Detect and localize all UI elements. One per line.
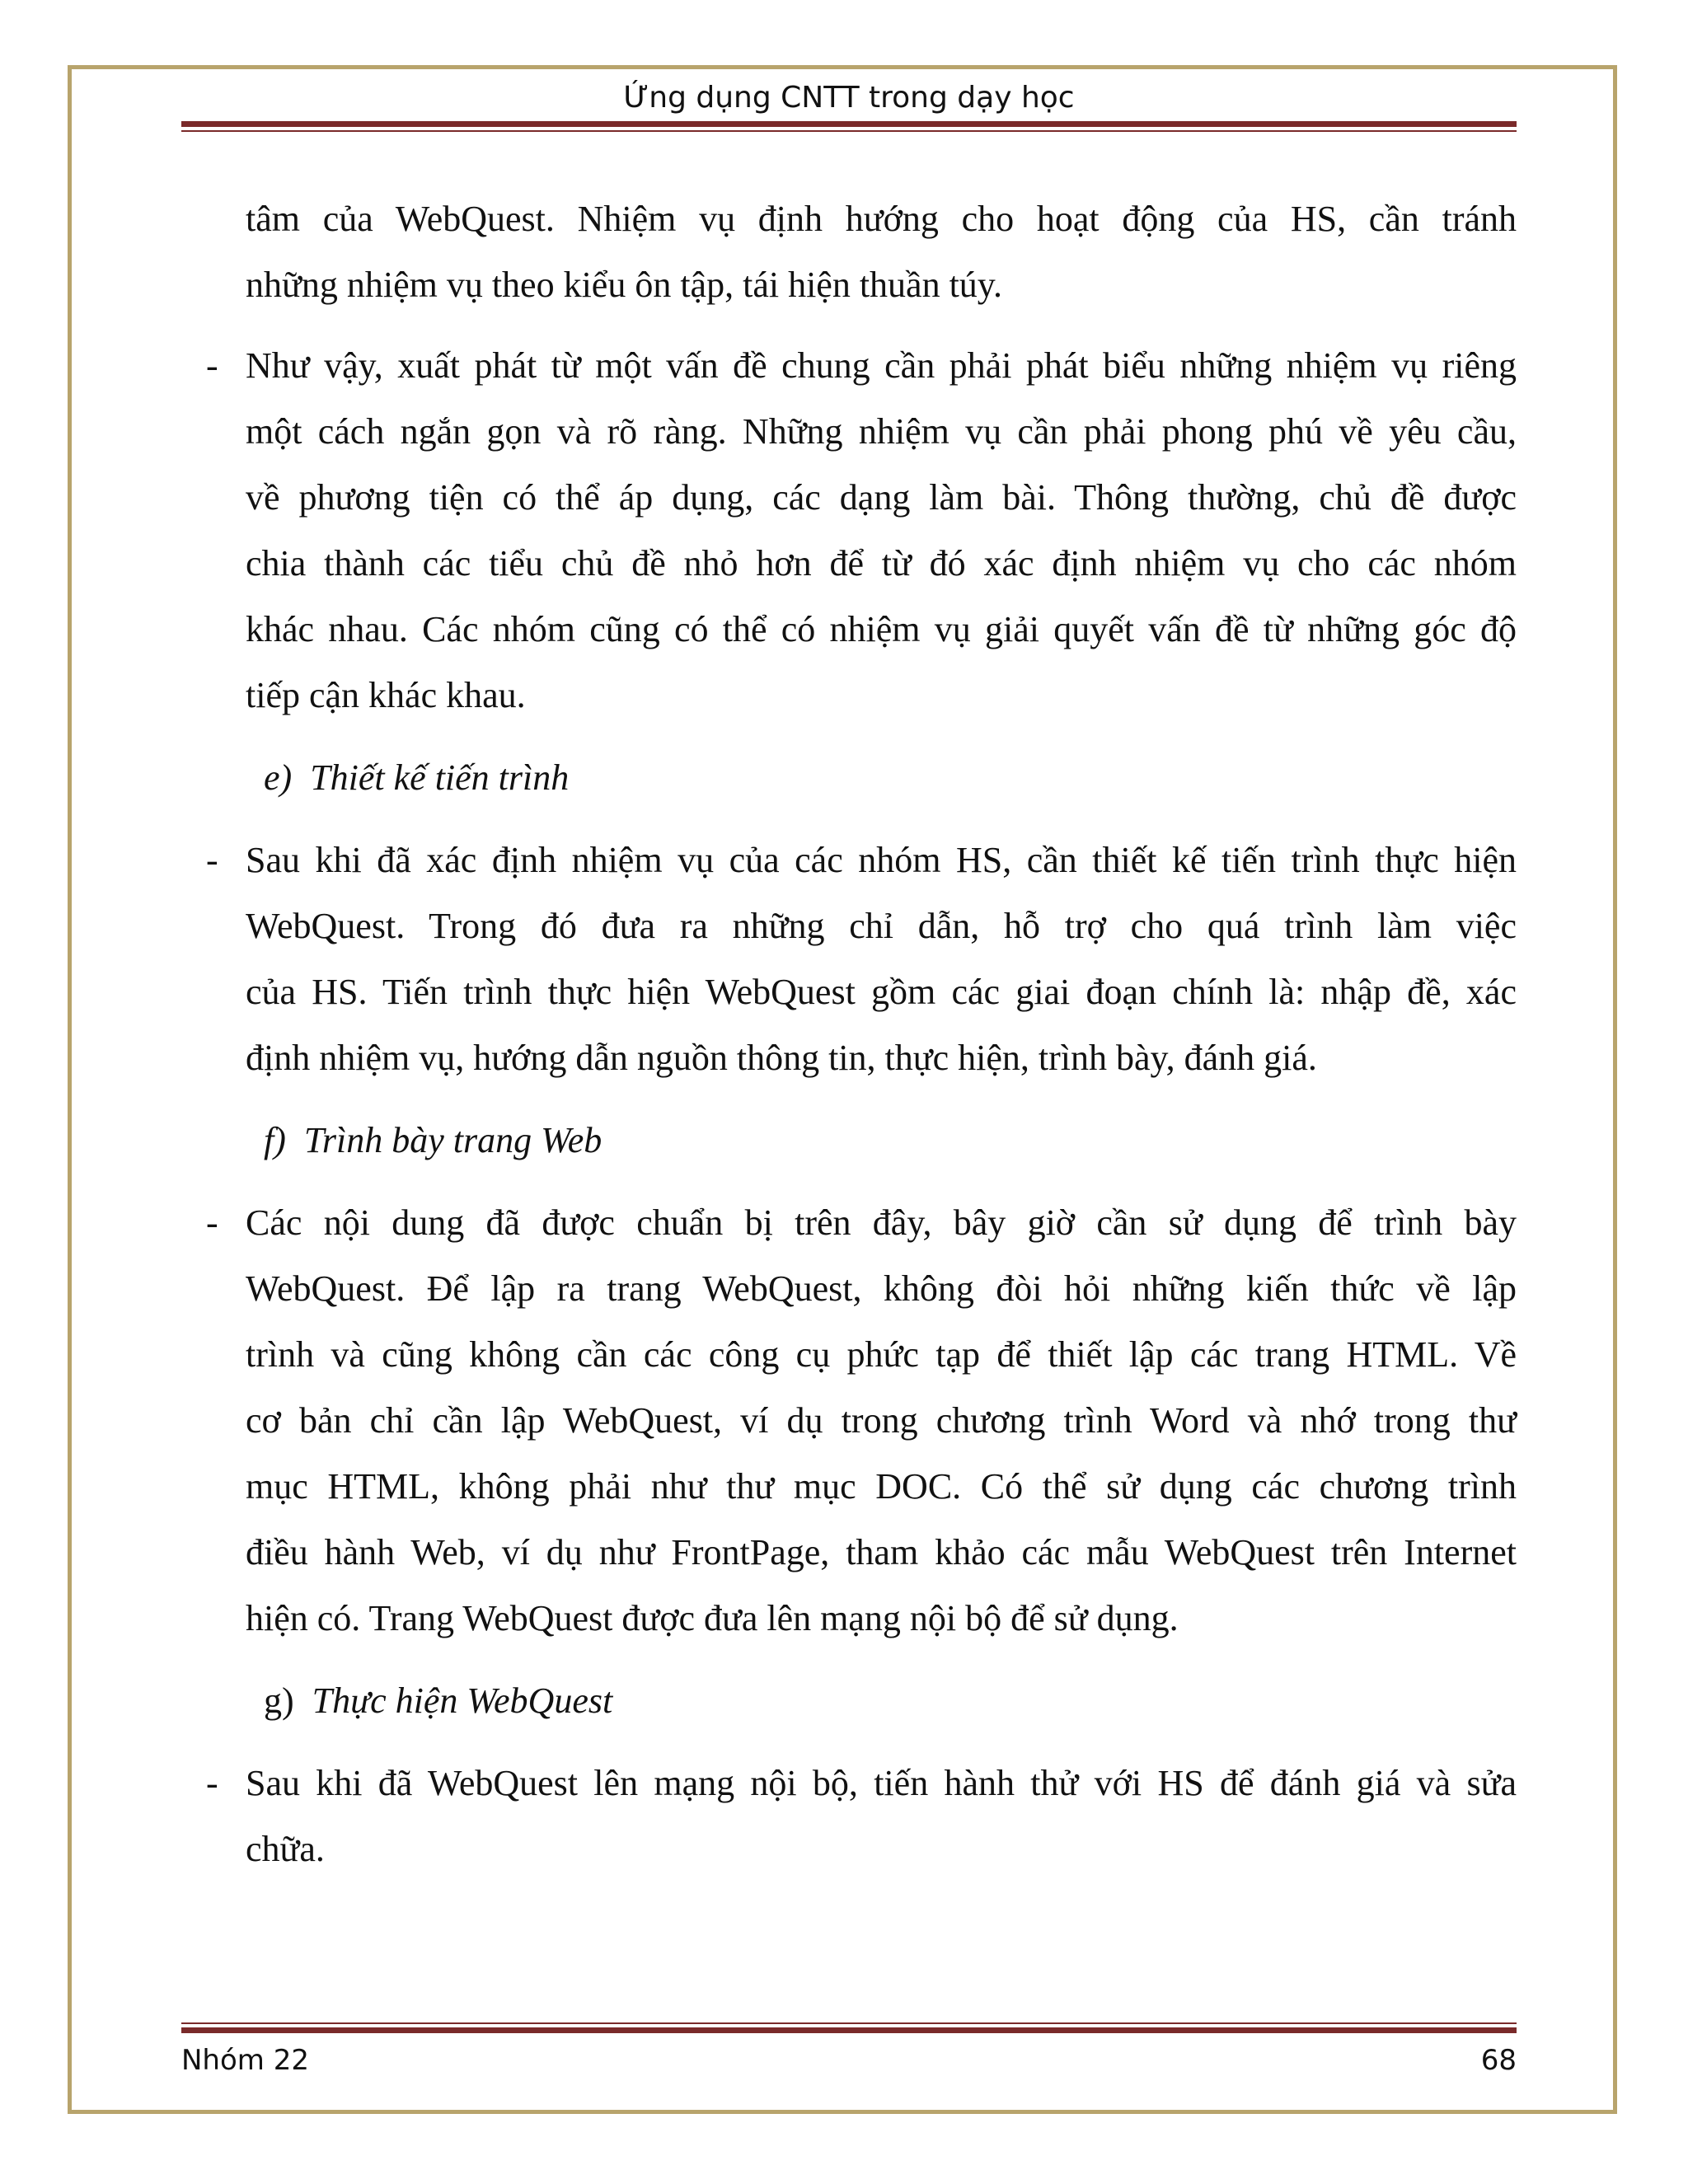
paragraph-line: tâm của WebQuest. Nhiệm vụ định hướng cho hoạt động của HS, cần tránh (246, 199, 1517, 239)
paragraph-line: Các nội dung đã được chuẩn bị trên đây, bây giờ cần sử dụng để trình bày (246, 1202, 1517, 1243)
paragraph-line: chia thành các tiểu chủ đề nhỏ hơn để từ đó xác định nhiệm vụ cho các nhóm (246, 543, 1517, 583)
running-header: Ứng dụng CNTT trong dạy học (623, 81, 1075, 115)
paragraph-line: những nhiệm vụ theo kiểu ôn tập, tái hiện thuần túy. (246, 265, 1002, 305)
bullet-dash: - (206, 1202, 218, 1243)
paragraph-line: Sau khi đã WebQuest lên mạng nội bộ, tiến hành thử với HS để đánh giá và sửa (246, 1763, 1517, 1803)
subheading-marker: f) (264, 1120, 286, 1160)
paragraph-line: trình và cũng không cần các công cụ phức tạp để thiết lập các trang HTML. Về (246, 1334, 1517, 1375)
paragraph-line: Như vậy, xuất phát từ một vấn đề chung cần phải phát biểu những nhiệm vụ riêng (246, 345, 1517, 386)
paragraph-line: điều hành Web, ví dụ như FrontPage, tham khảo các mẫu WebQuest trên Internet (246, 1532, 1517, 1572)
paragraph-line: tiếp cận khác khau. (246, 675, 526, 715)
paragraph-line: khác nhau. Các nhóm cũng có thể có nhiệm vụ giải quyết vấn đề từ những góc độ (246, 609, 1517, 649)
header-rule-thick (181, 121, 1517, 127)
subheading-g (264, 1676, 612, 1726)
subheading-text: Thực hiện WebQuest (312, 1680, 613, 1721)
subheading-f (264, 1116, 602, 1165)
page-number: 68 (1480, 2044, 1517, 2077)
bullet-dash: - (206, 345, 218, 386)
footer-group: Nhóm 22 (181, 2044, 309, 2077)
subheading-text: Trình bày trang Web (303, 1120, 603, 1160)
footer-rule-thick (181, 2027, 1517, 2033)
paragraph-line: của HS. Tiến trình thực hiện WebQuest gồm các giai đoạn chính là: nhập đề, xác (246, 972, 1517, 1012)
paragraph-line: hiện có. Trang WebQuest được đưa lên mạng nội bộ để sử dụng. (246, 1598, 1179, 1638)
subheading-marker: e) (264, 757, 293, 798)
paragraph-line: WebQuest. Trong đó đưa ra những chỉ dẫn, hỗ trợ cho quá trình làm việc (246, 906, 1517, 946)
paragraph-line: Sau khi đã xác định nhiệm vụ của các nhóm HS, cần thiết kế tiến trình thực hiện (246, 840, 1517, 880)
paragraph-line: về phương tiện có thể áp dụng, các dạng làm bài. Thông thường, chủ đề được (246, 477, 1517, 518)
subheading-e (264, 753, 569, 803)
paragraph-line: mục HTML, không phải như thư mục DOC. Có thể sử dụng các chương trình (246, 1466, 1517, 1507)
bullet-dash: - (206, 1763, 218, 1803)
paragraph-line: chữa. (246, 1829, 325, 1869)
paragraph-line: cơ bản chỉ cần lập WebQuest, ví dụ trong chương trình Word và nhớ trong thư (246, 1400, 1517, 1441)
header-rule-thin (181, 130, 1517, 132)
subheading-marker: g) (264, 1680, 294, 1721)
paragraph-line: WebQuest. Để lập ra trang WebQuest, không đòi hỏi những kiến thức về lập (246, 1268, 1517, 1309)
paragraph-line: một cách ngắn gọn và rõ ràng. Những nhiệm vụ cần phải phong phú về yêu cầu, (246, 411, 1517, 452)
footer-rule-thin (181, 2022, 1517, 2024)
paragraph-line: định nhiệm vụ, hướng dẫn nguồn thông tin, thực hiện, trình bày, đánh giá. (246, 1038, 1317, 1078)
subheading-text: Thiết kế tiến trình (310, 757, 570, 798)
bullet-dash: - (206, 840, 218, 880)
